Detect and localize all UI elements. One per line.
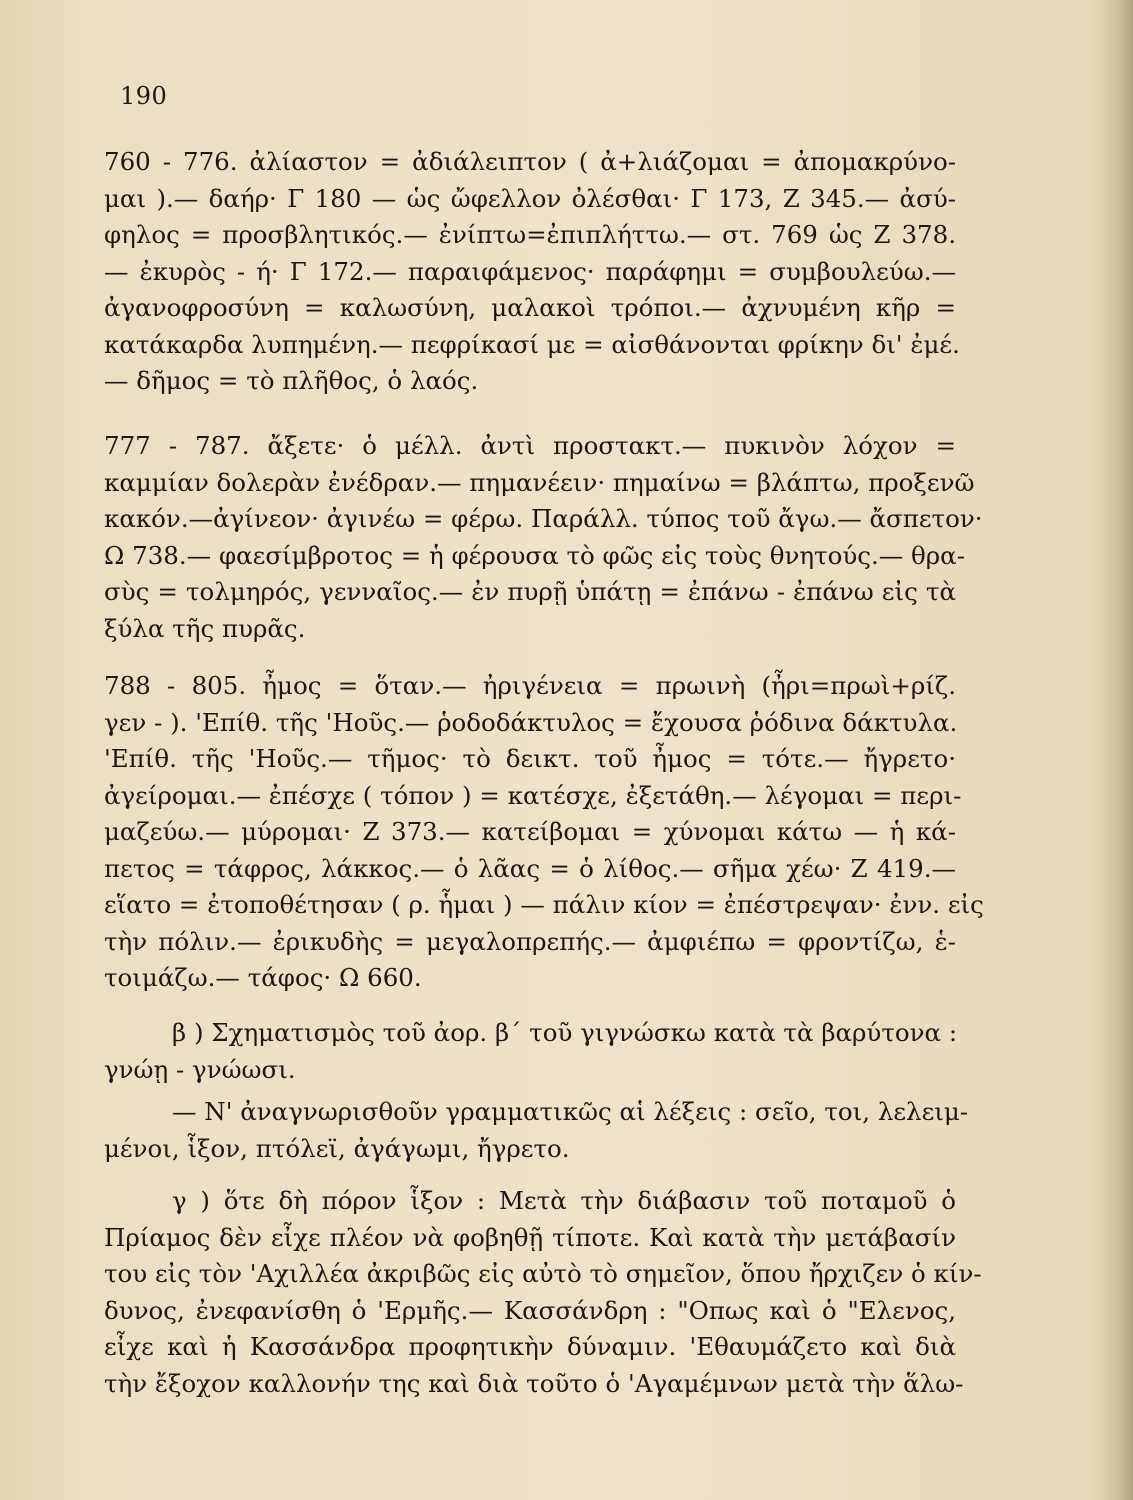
text-line: κατάκαρδα λυπημένη.— πεφρίκασί με = αἰσθάνονται φρίκην δι' ἐμέ. [104,329,960,359]
text-line: κακόν.—ἀγίνεον· ἀγινέω = φέρω. Παράλλ. τύπος τοῦ ἄγω.— ἄσπετον· [104,504,983,533]
page-binding-shadow [1099,0,1133,1500]
text-line: εἵατο = ἐτοποθέτησαν ( ρ. ἧμαι ) — πάλιν κίον = ἐπέστρεψαν· ἐνν. εἰς [104,890,984,919]
section-gamma [104,1183,982,1402]
text-line: καμμίαν δολερὰν ἐνέδραν.— πημανέειν· πημαίνω = βλάπτω, προξενῶ [104,467,975,497]
page-number: 190 [120,82,168,110]
text-line: — Ν' ἀναγνωρισθοῦν γραμματικῶς αἱ λέξεις : σεῖο, τοι, λελειμ- [172,1097,969,1126]
text-line: του εἰς τὸν 'Αχιλλέα ἀκριβῶς εἰς αὐτὸ τὸ σημεῖον, ὅπου ἤρχιζεν ὁ κίν- [104,1259,982,1288]
text-line: πετος = τάφρος, λάκκος.— ὁ λᾶας = ὁ λίθος.— σῆμα χέω· Ζ 419.— [104,853,956,883]
text-line: γ ) ὅτε δὴ πόρον ἷξον : Μετὰ τὴν διάβασιν τοῦ ποταμοῦ ὁ [172,1186,956,1215]
text-line: ξύλα τῆς πυρᾶς. [104,613,306,643]
text-line: ἀγείρομαι.— ἐπέσχε ( τόπον ) = κατέσχε, ἐξετάθη.— λέγομαι = περι- [104,780,962,810]
text-line: ἀγανοφροσύνη = καλωσύνη, μαλακοὶ τρόποι.— ἀχνυμένη κῆρ = [104,293,956,322]
text-line: 'Επίθ. τῆς 'Ηοῦς.— τῆμος· τὸ δεικτ. τοῦ ἦμος = τότε.— ἤγρετο· [104,744,956,773]
text-line: εἶχε καὶ ἡ Κασσάνδρα προφητικὴν δύναμιν. 'Εθαυμάζετο καὶ διὰ [104,1332,956,1361]
section-777-787 [104,428,983,647]
section-beta [104,1015,969,1167]
text-line: Ω 738.— φαεσίμβροτος = ἡ φέρουσα τὸ φῶς εἰς τοὺς θνητούς.— θρα- [104,540,965,570]
section-760-776 [104,144,960,400]
text-line: — ἐκυρὸς - ή· Γ 172.— παραιφάμενος· παράφημι = συμβουλεύω.— [104,256,956,286]
text-line: μαι ).— δαήρ· Γ 180 — ὡς ὤφελλον ὀλέσθαι· Γ 173, Ζ 345.— ἀσύ- [104,183,956,213]
text-line: τοιμάζω.— τάφος· Ω 660. [104,963,422,992]
section-788-805 [104,668,984,997]
text-line: — δῆμος = τὸ πλῆθος, ὁ λαός. [104,366,479,395]
text-line: 777 - 787. ἄξετε· ὁ μέλλ. ἀντὶ προστακτ.— πυκινὸν λόχον = [104,431,956,460]
text-line: φηλος = προσβλητικός.— ἐνίπτω=ἐπιπλήττω.— στ. 769 ὡς Ζ 378. [104,220,956,249]
text-line: 760 - 776. ἀλίαστον = ἀδιάλειπτον ( ἀ+λιάζομαι = ἀπομακρύνο- [104,147,956,176]
text-line: Πρίαμος δὲν εἶχε πλέον νὰ φοβηθῇ τίποτε. Καὶ κατὰ τὴν μετάβασίν [104,1222,956,1252]
text-line: β ) Σχηματισμὸς τοῦ ἀορ. β΄ τοῦ γιγνώσκω κατὰ τὰ βαρύτονα : [172,1018,958,1047]
text-line: γνώῃ - γνώωσι. [104,1054,296,1084]
text-line: σὺς = τολμηρός, γενναῖος.— ἐν πυρῇ ὑπάτῃ = ἐπάνω - ἐπάνω εἰς τὰ [104,577,956,606]
text-line: μένοι, ἷξον, πτόλεϊ, ἀγάγωμι, ἤγρετο. [104,1133,570,1163]
text-line: τὴν πόλιν.— ἐρικυδὴς = μεγαλοπρεπής.— ἀμφιέπω = φροντίζω, ἑ- [104,926,956,956]
text-line: μαζεύω.— μύρομαι· Ζ 373.— κατείβομαι = χύνομαι κάτω — ἡ κά- [104,817,956,846]
text-line: 788 - 805. ἦμος = ὅταν.— ἠριγένεια = πρωινὴ (ἦρι=πρωὶ+ρίζ. [104,671,956,700]
text-line: γεν - ). 'Επίθ. τῆς 'Ηοῦς.— ῥοδοδάκτυλος = ἔχουσα ῥόδινα δάκτυλα. [104,707,958,737]
text-line: δυνος, ἐνεφανίσθη ὁ 'Ερμῆς.— Κασσάνδρη : "Οπως καὶ ὁ "Ελενος, [104,1295,956,1325]
text-line: τὴν ἔξοχον καλλονήν της καὶ διὰ τοῦτο ὁ 'Αγαμέμνων μετὰ τὴν ἅλω- [104,1368,964,1398]
